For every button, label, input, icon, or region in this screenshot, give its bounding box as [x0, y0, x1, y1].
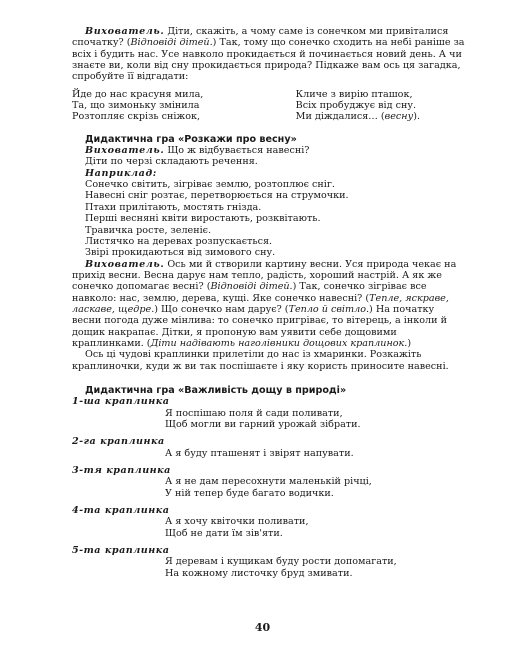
riddle-left-column: [72, 89, 203, 123]
game-title: Дидактична гра «Важливість дощу в природі»: [85, 384, 347, 396]
drop-verse: [72, 408, 466, 431]
drop-label: 4-та краплинка: [72, 505, 170, 517]
text-run: ) Що сонечко нам дарує? (: [154, 303, 289, 315]
speaker-label: Вихователь.: [85, 145, 165, 157]
game-title: Дидактична гра «Розкажи про весну»: [85, 133, 297, 145]
riddle-line: Розтопляє скрізь сніжок,: [72, 111, 201, 123]
riddle-right-column: [296, 89, 420, 123]
text-run: Що ж відбувається навесні?: [164, 145, 310, 157]
spring-paragraph: [72, 259, 466, 350]
verse-line: А я не дам пересохнути маленькій річці,: [165, 476, 372, 488]
page-content: [72, 26, 466, 579]
example-sentence: Звірі прокидаються від зимового сну.: [85, 247, 276, 259]
example-sentence: Птахи прилітають, мостять гнізда.: [85, 201, 262, 213]
text-run: ).: [413, 111, 420, 123]
drop-label: 2-га краплинка: [72, 436, 165, 448]
verse-line: На кожному листочку бруд змивати.: [165, 567, 353, 579]
text-run: ) Так, тому що сонечко сходить на небі раніше за всіх і будить нас. Усе навколо прокидається й починається новий день. А чи знаєте ви, коли від сну прокидається природа? Підкаже вам ось ця загадка, спробуйте її відгадати:: [72, 37, 465, 83]
drop-label: 3-тя краплинка: [72, 465, 171, 477]
drop-verse: [72, 516, 466, 539]
verse-line: А я буду пташенят і звірят напувати.: [165, 447, 354, 459]
speaker-label: Вихователь.: [85, 258, 165, 270]
drop-verse: [72, 448, 466, 459]
riddle-line: Всіх пробуджує від сну.: [295, 100, 417, 112]
text-run: Ми діждалися… (: [295, 111, 385, 123]
text-run: ) Так, сонечко зігріває все навколо: нас, землю, дерева, кущі. Яке сонечко навесні? (: [72, 281, 427, 304]
example-label: Наприклад:: [85, 167, 157, 179]
verse-line: А я хочу квіточки поливати,: [165, 516, 309, 528]
drop-label: 1-ша краплинка: [72, 396, 170, 408]
text-run: Ось ми й створили картину весни. Уся природа чекає на прихід весни. Весна дарує нам тепло, радість, хороший настрій. А як же сонечко допомагає весні? (: [72, 258, 457, 293]
children-answer: Відповіді дітей.: [210, 281, 293, 293]
children-answer: Відповіді дітей.: [130, 37, 213, 49]
riddle-poem: [72, 89, 420, 123]
speaker-label: Вихователь.: [85, 26, 165, 37]
verse-line: Я деревам і кущикам буду рости допомагати,: [165, 556, 397, 568]
riddle-answer: весну: [384, 111, 414, 123]
verse-line: Щоб не дати їм зів'яти.: [165, 527, 283, 539]
instruction-line: Діти по черзі складають речення.: [85, 156, 258, 168]
page-number: 40: [254, 621, 271, 634]
riddle-line: Йде до нас красуня мила,: [72, 88, 204, 100]
children-answer: Тепле, яскраве, ласкаве, щедре.: [72, 292, 449, 315]
example-sentence: Травичка росте, зеленіє.: [85, 224, 212, 236]
verse-line: Щоб могли ви гарний урожай зібрати.: [165, 419, 361, 430]
riddle-line: Та, що зимоньку змінила: [72, 100, 200, 112]
children-answer: Тепло й світло.: [288, 303, 370, 315]
drop-verse: [72, 556, 466, 579]
text-run: Діти, скажіть, а чому саме із сонечком ми привіталися спочатку? (: [72, 26, 449, 49]
example-sentence: Навесні сніг розтає, перетворюється на струмочки.: [85, 190, 349, 202]
intro-paragraph: [72, 26, 466, 83]
text-run: ): [407, 337, 412, 349]
riddle-line: [296, 111, 420, 122]
droplets-paragraph: Ось ці чудові краплинки прилетіли до нас із хмаринки. Розкажіть краплиночки, куди ж ви так поспішаєте і яку користь приносите навесні.: [72, 349, 449, 372]
verse-line: У ній тепер буде багато водички.: [165, 487, 334, 499]
example-sentence: Перші весняні квіти виростають, розквітають.: [85, 213, 321, 225]
verse-line: Я поспішаю поля й сади поливати,: [165, 407, 343, 419]
drop-label: 5-та краплинка: [72, 545, 170, 557]
text-run: ) На початку весни погода дуже мінлива: то сонечко пригріває, то вітерець, а інколи й дощик накрапає. Дітки, я пропоную вам уявити себе дощовими краплинками. (: [72, 303, 447, 349]
riddle-line: Кличе з вирію пташок,: [295, 88, 413, 100]
example-sentence: Сонечко світить, зігріває землю, розтоплює сніг.: [85, 179, 335, 191]
stage-direction: Діти надівають наголівники дощових краплинок.: [150, 337, 408, 349]
drop-verse: [72, 476, 466, 499]
example-sentence: Листячко на деревах розпускається.: [85, 235, 273, 247]
question-line: [72, 145, 466, 156]
